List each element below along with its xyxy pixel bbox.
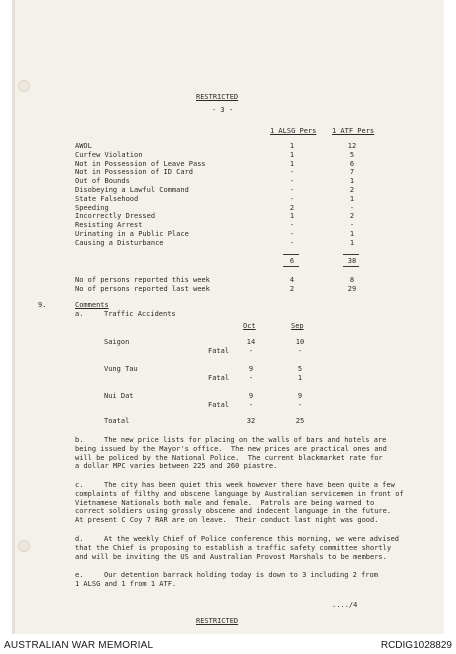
accident-sep: 10 (295, 338, 305, 346)
offence-count-alsg: - (289, 221, 295, 230)
total-oct: 32 (246, 417, 256, 425)
total-rule (283, 266, 299, 267)
accident-oct: 14 (246, 338, 256, 346)
paragraph-d-line: At the weekly Chief of Police conference this morning, we were advised (104, 535, 400, 543)
reported-this-week-atf: 8 (349, 276, 355, 284)
offence-count-alsg: 1 (289, 159, 295, 168)
paragraph-c-line: At present C Coy 7 RAR are on leave. Their conduct last night was good. (75, 516, 379, 525)
accident-sep: 5 (297, 365, 303, 373)
subsection-a-title: Traffic Accidents (104, 310, 176, 318)
paragraph-b-line: being issued by the Mayor's office. The new prices are practical ones and (75, 444, 387, 453)
paragraph-e-line: 1 ALSG and 1 from 1 ATF. (75, 579, 177, 588)
section-title: Comments (75, 301, 109, 309)
archive-watermark-bar (0, 636, 456, 654)
offence-count-atf: 1 (349, 238, 355, 247)
section-number: 9. (38, 301, 47, 309)
paragraph-d-line: that the Chief is proposing to establish a traffic safety committee shortly (75, 543, 392, 552)
archive-name: AUSTRALIAN WAR MEMORIAL (4, 640, 154, 651)
offence-count-alsg: 1 (289, 150, 295, 159)
paragraph-b-label: b. (75, 436, 84, 444)
offence-label: Causing a Disturbance (75, 238, 164, 247)
paragraph-e-line: Our detention barrack holding today is down to 3 including 2 from (104, 571, 378, 579)
accident-oct: 9 (248, 392, 254, 400)
reported-last-week-atf: 29 (347, 285, 357, 293)
paragraph-b-line: The new price lists for placing on the walls of bars and hotels are (104, 436, 387, 444)
col-header-atf: 1 ATF Pers (332, 127, 375, 135)
fatal-label: Fatal (208, 347, 230, 355)
fatal-oct: - (248, 374, 254, 382)
offence-count-atf: 1 (349, 230, 355, 238)
page-number: - 3 - (212, 106, 234, 114)
offence-count-atf: 1 (349, 194, 355, 203)
accident-oct: 9 (248, 365, 254, 373)
offence-count-alsg: 1 (289, 212, 295, 221)
offence-label: AWOL (75, 142, 92, 150)
offence-label: Urinating in a Public Place (75, 230, 189, 238)
fatal-oct: - (248, 347, 254, 355)
offence-count-alsg: - (289, 168, 295, 177)
paragraph-c-line: The city has been quiet this week however there have been quite a few (104, 481, 395, 489)
fatal-oct: - (248, 401, 254, 409)
paragraph-d-label: d. (75, 535, 84, 543)
offence-count-atf: 1 (349, 177, 355, 186)
col-oct: Oct (243, 322, 256, 330)
paragraph-b-line: a dollar MPC varies between 225 and 260 piastre. (75, 462, 278, 471)
total-rule (343, 254, 359, 255)
offence-label: Incorrectly Dressed (75, 212, 156, 221)
total-rule (343, 266, 359, 267)
paragraph-b-line: will be policed by the National Police. The current blackmarket rate for (75, 453, 383, 462)
offence-count-atf: - (349, 221, 355, 230)
offence-label: State Falsehood (75, 194, 139, 203)
accident-place: Saigon (104, 338, 130, 346)
fatal-sep: 1 (297, 374, 303, 382)
offence-label: Curfew Violation (75, 150, 143, 159)
punch-hole (18, 80, 30, 92)
paragraph-c-line: complaints of filthy and obscene language by Australian servicemen in front of (75, 489, 404, 498)
reported-last-week-alsg: 2 (289, 285, 295, 293)
offence-count-atf: 6 (349, 159, 355, 168)
accident-place: Nui Dat (104, 392, 134, 400)
offence-count-atf: 2 (349, 186, 355, 194)
offence-count-atf: - (349, 203, 355, 212)
punch-hole (18, 540, 30, 552)
offence-label: Out of Bounds (75, 177, 130, 186)
accident-sep: 9 (297, 392, 303, 400)
offence-count-atf: 2 (349, 212, 355, 221)
fatal-sep: - (297, 347, 303, 355)
offence-count-alsg: - (289, 238, 295, 247)
paragraph-e-label: e. (75, 571, 84, 579)
fatal-sep: - (297, 401, 303, 409)
offence-label: Disobeying a Lawful Command (75, 186, 189, 194)
offence-count-alsg: - (289, 230, 295, 238)
archive-reference: RCDIG1028829 (380, 640, 452, 651)
subsection-a-label: a. (75, 310, 84, 318)
paragraph-c-line: Vietnamese Nationals both male and female. Patrols are being warned to (75, 498, 375, 507)
footer-classification: RESTRICTED (196, 617, 239, 625)
offence-count-alsg: - (289, 194, 295, 203)
offence-label: Not in Possession of Leave Pass (75, 159, 206, 168)
accident-place: Vung Tau (104, 365, 138, 373)
offence-count-alsg: 2 (289, 203, 295, 212)
header-classification: RESTRICTED (196, 93, 239, 101)
offence-count-alsg: 1 (289, 142, 295, 150)
total-sep: 25 (295, 417, 305, 425)
reported-this-week-label: No of persons reported this week (75, 276, 210, 284)
offence-count-atf: 12 (347, 142, 357, 150)
paragraph-d-line: and will be inviting the US and Australian Provost Marshals to be members. (75, 552, 387, 561)
offence-count-atf: 7 (349, 168, 355, 177)
paragraph-c-line: correct soldiers using grossly obscene and indecent language in the future. (75, 507, 392, 516)
offence-label: Speeding (75, 203, 109, 212)
fatal-label: Fatal (208, 374, 230, 382)
document-page (12, 0, 444, 634)
total-atf: 38 (347, 257, 357, 265)
total-label: Toatal (104, 417, 130, 425)
offence-count-atf: 5 (349, 150, 355, 159)
col-header-alsg: 1 ALSG Pers (270, 127, 317, 135)
total-alsg: 6 (289, 257, 295, 265)
col-sep: Sep (291, 322, 304, 330)
offence-label: Resisting Arrest (75, 221, 143, 230)
offence-count-alsg: - (289, 177, 295, 186)
fatal-label: Fatal (208, 401, 230, 409)
offence-count-alsg: - (289, 186, 295, 194)
total-rule (283, 254, 299, 255)
offence-label: Not in Possession of ID Card (75, 168, 194, 177)
continuation-marker: ..../4 (332, 601, 358, 609)
reported-last-week-label: No of persons reported last week (75, 285, 210, 293)
paragraph-c-label: c. (75, 481, 84, 489)
reported-this-week-alsg: 4 (289, 276, 295, 284)
